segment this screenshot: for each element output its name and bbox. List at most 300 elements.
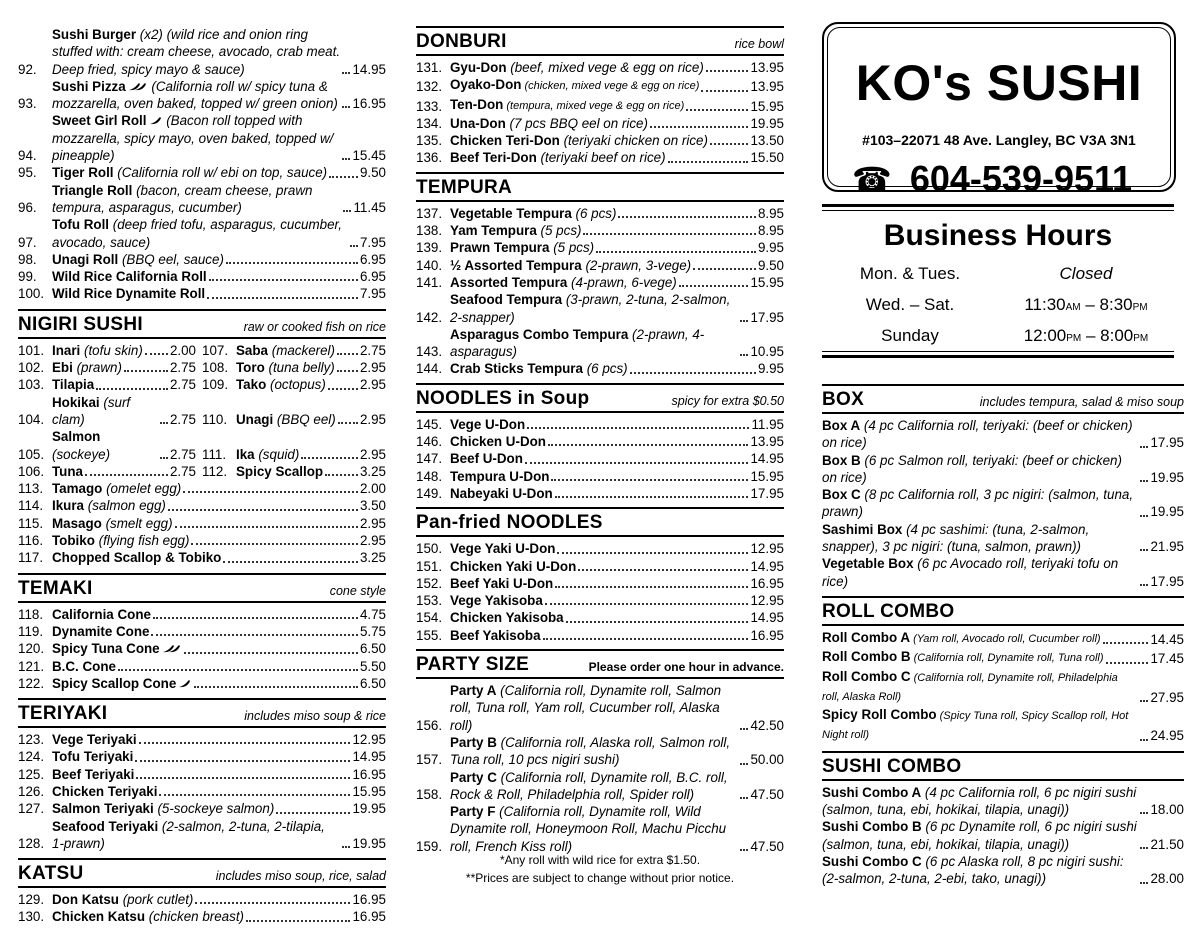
item-name: Beef Yaki U-Don	[450, 575, 554, 591]
item-price: 28.00	[1150, 871, 1184, 887]
item-description: (tuna belly)	[264, 360, 335, 376]
item-name: Sushi Combo A	[822, 784, 922, 800]
dot-leader	[160, 416, 168, 424]
item-name: Chicken Katsu	[52, 909, 146, 925]
item-price: 16.95	[352, 96, 386, 112]
hours-day: Mon. & Tues.	[859, 264, 961, 283]
dot-leader	[207, 291, 358, 299]
item-name: California Cone	[52, 606, 151, 622]
item-number: 129.	[18, 892, 45, 908]
menu-item	[18, 359, 202, 376]
menu-item	[18, 532, 386, 549]
hours-day: Wed. – Sat.	[865, 295, 955, 314]
section-header-panfried	[416, 507, 784, 537]
item-price: 10.95	[750, 344, 784, 360]
section-note: spicy for extra $0.50	[671, 393, 784, 408]
item-name: B.C. Cone	[52, 658, 116, 674]
menu-item	[18, 112, 386, 164]
item-number: 158.	[416, 786, 443, 802]
hours-time: 12:00PM – 8:00PM	[1023, 326, 1149, 345]
dot-leader	[194, 680, 358, 688]
dot-leader	[1140, 543, 1148, 551]
item-name: Unagi	[236, 411, 274, 427]
menu-item	[416, 450, 784, 467]
menu-item	[416, 558, 784, 575]
item-name: Sushi Pizza	[52, 78, 126, 94]
item-name: Sushi Burger	[52, 27, 137, 42]
dot-leader	[337, 347, 358, 355]
item-number: 94.	[18, 148, 37, 164]
menu-item	[416, 59, 784, 76]
item-name: Roll Combo B	[822, 649, 911, 665]
item-name: Tiger Roll	[52, 165, 114, 181]
item-name: Roll Combo A	[822, 629, 911, 645]
menu-item	[416, 239, 784, 256]
item-name: Tofu Roll	[52, 217, 110, 233]
item-description: (chicken, mixed vege & egg on rice)	[521, 80, 700, 93]
menu-item	[18, 675, 386, 692]
menu-item	[202, 463, 386, 480]
item-price: 15.95	[750, 274, 784, 290]
item-name: Saba	[236, 342, 269, 358]
menu-item	[202, 446, 386, 463]
menu-item	[18, 783, 386, 800]
item-number: 136.	[416, 150, 443, 166]
menu-item	[416, 540, 784, 557]
item-number: 130.	[18, 909, 45, 925]
item-name: Asparagus Combo Tempura	[450, 326, 629, 342]
dot-leader	[545, 597, 749, 605]
item-name: Tobiko	[52, 533, 95, 549]
menu-item	[202, 359, 386, 376]
item-description: (smelt egg)	[101, 515, 173, 531]
menu-item	[416, 609, 784, 626]
item-price: 2.95	[359, 360, 386, 376]
item-price: 18.00	[1150, 802, 1184, 818]
item-price: 15.95	[750, 98, 784, 114]
item-number: 121.	[18, 658, 45, 674]
dot-leader	[124, 364, 168, 372]
item-price: 16.95	[750, 575, 784, 591]
item-price: 14.95	[352, 749, 386, 765]
menu-item	[18, 182, 386, 217]
menu-item	[822, 784, 1184, 819]
item-number: 151.	[416, 558, 443, 574]
dot-leader	[342, 100, 350, 108]
item-number: 137.	[416, 205, 443, 221]
item-number: 134.	[416, 115, 443, 131]
item-name: Vegetable Tempura	[450, 205, 572, 221]
item-price: 4.75	[359, 606, 386, 622]
menu-item	[822, 486, 1184, 521]
item-name: Tilapia	[52, 377, 95, 393]
item-number: 125.	[18, 766, 45, 782]
item-name: Box C	[822, 487, 861, 503]
item-name: Seafood Teriyaki	[52, 818, 159, 834]
item-number: 102.	[18, 360, 45, 376]
item-number: 131.	[416, 60, 443, 75]
item-number: 114.	[18, 498, 44, 514]
item-price: 19.95	[352, 835, 386, 851]
menu-item	[18, 623, 386, 640]
hot-pepper-icon	[128, 82, 146, 91]
item-number: 144.	[416, 361, 443, 377]
item-number: 113.	[18, 481, 44, 497]
item-name: Salmon	[52, 429, 101, 445]
menu-item	[18, 731, 386, 748]
dot-leader	[740, 348, 748, 356]
item-description: (Spicy Tuna roll, Spicy Scallop roll, Hot Night roll)	[822, 710, 1129, 742]
dot-leader	[578, 563, 748, 571]
section-header-donburi	[416, 26, 784, 56]
section-title: NOODLES in Soup	[416, 387, 590, 409]
menu-item	[18, 497, 386, 514]
menu-item	[822, 853, 1184, 888]
item-number: 149.	[416, 485, 443, 501]
item-description: (flying fish egg)	[94, 533, 190, 549]
item-number: 132.	[416, 79, 443, 95]
item-price: 9.50	[757, 257, 784, 273]
hours-closed: Closed	[1059, 264, 1113, 283]
item-price: 2.95	[359, 377, 386, 393]
item-name: Spicy Roll Combo	[822, 707, 937, 723]
item-name: Inari	[52, 342, 81, 358]
item-description: (sockeye)	[52, 446, 111, 462]
item-name: Tofu Teriyaki	[52, 749, 134, 765]
dot-leader	[1103, 636, 1149, 644]
item-price: 17.95	[750, 485, 784, 501]
dot-leader	[160, 451, 168, 459]
menu-item	[822, 818, 1184, 853]
item-price: 2.75	[169, 360, 196, 376]
dot-leader	[1140, 806, 1148, 814]
item-price: 21.95	[1150, 539, 1184, 555]
menu-item	[18, 748, 386, 765]
hours-row	[822, 326, 1174, 346]
nigiri-pair-row	[18, 463, 386, 480]
item-description: (chicken breast)	[145, 909, 244, 925]
item-price: 12.95	[750, 593, 784, 609]
item-description: (x2) (wild rice and onion ring stuffed with: cream cheese, avocado, crab meat. Deep fried, spicy mayo & sauce)	[52, 27, 341, 77]
nigiri-pair-row	[18, 428, 386, 463]
menu-item	[416, 257, 784, 274]
dot-leader	[583, 227, 755, 235]
item-price: 16.95	[750, 627, 784, 643]
dot-leader	[740, 314, 748, 322]
item-name: Roll Combo C	[822, 668, 911, 684]
item-price: 15.45	[352, 148, 386, 164]
item-price: 14.95	[750, 558, 784, 574]
dot-leader	[135, 754, 350, 762]
item-name: Beef Yakisoba	[450, 627, 541, 643]
dot-leader	[555, 580, 748, 588]
item-price: 2.75	[169, 377, 196, 393]
item-number: 92.	[18, 61, 37, 77]
dot-leader	[226, 256, 358, 264]
item-description: (tofu skin)	[80, 342, 143, 358]
menu-item	[18, 640, 386, 657]
item-price: 21.50	[1150, 836, 1184, 852]
item-name: Sashimi Box	[822, 521, 903, 537]
item-description: (7 pcs BBQ eel on rice)	[505, 115, 648, 131]
item-price: 2.95	[359, 515, 386, 531]
menu-item	[18, 78, 386, 113]
item-number: 135.	[416, 133, 443, 149]
menu-item	[822, 706, 1184, 745]
menu-item	[18, 908, 386, 925]
item-name: Salmon Teriyaki	[52, 801, 154, 817]
menu-item	[18, 606, 386, 623]
menu-item	[416, 205, 784, 222]
item-price: 17.45	[1150, 651, 1184, 667]
item-name: Vegetable Box	[822, 556, 914, 572]
dot-leader	[650, 120, 749, 128]
item-price: 3.50	[359, 498, 386, 514]
item-description: (California roll, Alaska roll, Salmon roll, Tuna roll, 10 pcs nigiri sushi)	[450, 734, 731, 768]
menu-item	[416, 734, 784, 769]
section-title: TERIYAKI	[18, 703, 108, 725]
item-price: 13.95	[750, 60, 784, 75]
section-title: TEMPURA	[416, 176, 513, 198]
item-number: 120.	[18, 641, 45, 657]
item-name: Chopped Scallop & Tobiko	[52, 550, 222, 566]
menu-item	[18, 268, 386, 285]
phone-icon: ☎	[852, 161, 892, 197]
item-name: Don Katsu	[52, 892, 119, 908]
menu-column-middle	[416, 26, 784, 855]
item-name: Tuna	[52, 463, 83, 479]
item-number: 157.	[416, 752, 443, 768]
item-number: 148.	[416, 468, 443, 484]
dot-leader	[342, 66, 350, 74]
item-description: (California roll, Dynamite roll, Philadelphia roll, Alaska Roll)	[822, 671, 1118, 703]
dot-leader	[548, 438, 749, 446]
item-name: Box B	[822, 452, 861, 468]
hot-pepper-icon	[162, 644, 180, 653]
item-name: Tamago	[52, 481, 103, 497]
item-name: Party F	[450, 804, 496, 820]
item-number: 122.	[18, 675, 45, 691]
item-price: 50.00	[750, 752, 784, 768]
item-number: 152.	[416, 575, 443, 591]
dot-leader	[183, 485, 358, 493]
item-price: 15.95	[352, 783, 386, 799]
dot-leader	[168, 503, 358, 511]
dot-leader	[527, 421, 749, 429]
section-title: PARTY SIZE	[416, 654, 530, 676]
item-price: 13.95	[750, 79, 784, 95]
menu-item	[18, 463, 202, 480]
menu-item	[416, 149, 784, 166]
item-price: 17.95	[1150, 573, 1184, 589]
item-description: (BBQ eel)	[273, 411, 336, 427]
mild-pepper-icon	[149, 116, 161, 125]
item-name: Beef Teriyaki	[52, 766, 135, 782]
item-number: 123.	[18, 732, 45, 748]
item-number: 156.	[416, 717, 443, 733]
item-number: 126.	[18, 783, 45, 799]
item-description: (beef, mixed vege & egg on rice)	[506, 60, 704, 75]
item-name: ½ Assorted Tempura	[450, 257, 582, 273]
dot-leader	[151, 628, 357, 636]
menu-item	[18, 216, 386, 251]
item-number: 95.	[18, 165, 37, 181]
footnote-wild-rice: *Any roll with wild rice for extra $1.50.	[499, 853, 701, 867]
menu-item	[416, 682, 784, 734]
section-title: Pan-fried NOODLES	[416, 512, 603, 534]
menu-item	[18, 818, 386, 853]
item-price: 5.50	[359, 658, 386, 674]
item-name: Unagi Roll	[52, 251, 119, 267]
item-description: (mackerel)	[268, 342, 335, 358]
item-number: 96.	[18, 199, 37, 215]
item-price: 2.75	[169, 411, 196, 427]
menu-item	[18, 394, 202, 429]
section-header-box	[822, 384, 1184, 414]
dot-leader	[1106, 656, 1149, 664]
menu-item	[416, 769, 784, 804]
item-description: (bacon, cream cheese, prawn tempura, asparagus, cucumber)	[52, 182, 313, 215]
item-number: 128.	[18, 835, 45, 851]
item-name: Wild Rice California Roll	[52, 269, 207, 285]
menu-item	[18, 658, 386, 675]
section-header-nigiri	[18, 309, 386, 339]
item-name: Assorted Tempura	[450, 274, 568, 290]
item-name: Chicken Yaki U-Don	[450, 558, 577, 574]
item-description: (California roll w/ ebi on top, sauce)	[113, 165, 328, 181]
item-price: 9.50	[359, 165, 386, 181]
item-number: 159.	[416, 838, 443, 854]
dot-leader	[329, 170, 358, 178]
menu-item	[18, 376, 202, 393]
item-description: (6 pc Salmon roll, teriyaki: (beef or chicken) on rice)	[822, 452, 1122, 485]
item-price: 7.95	[359, 286, 386, 302]
item-number: 117.	[18, 550, 44, 566]
section-header-roll-combo	[822, 596, 1184, 626]
dot-leader	[191, 537, 358, 545]
item-number: 141.	[416, 274, 443, 290]
item-price: 2.00	[359, 481, 386, 497]
dot-leader	[740, 843, 748, 851]
section-note: rice bowl	[734, 37, 784, 51]
item-name: Sweet Girl Roll	[52, 113, 147, 129]
dot-leader	[136, 771, 350, 779]
dot-leader	[337, 364, 358, 372]
menu-item	[18, 428, 202, 463]
menu-item	[416, 222, 784, 239]
item-description: (4-prawn, 6-vege)	[567, 274, 677, 290]
dot-leader	[223, 555, 358, 563]
item-price: 19.95	[1150, 469, 1184, 485]
item-number: 115.	[18, 515, 44, 531]
item-price: 9.95	[757, 361, 784, 377]
dot-leader	[551, 473, 748, 481]
dot-leader	[175, 520, 358, 528]
item-description: (pork cutlet)	[118, 892, 194, 908]
item-price: 14.45	[1150, 631, 1184, 647]
section-title: KATSU	[18, 863, 84, 885]
dot-leader	[706, 64, 749, 72]
menu-item	[416, 115, 784, 132]
dot-leader	[159, 788, 350, 796]
phone-number[interactable]	[852, 158, 1132, 200]
item-number: 97.	[18, 234, 37, 250]
dot-leader	[596, 245, 756, 253]
item-name: Vege Yaki U-Don	[450, 541, 556, 557]
dot-leader	[246, 914, 350, 922]
item-number: 153.	[416, 593, 443, 609]
dot-leader	[139, 736, 351, 744]
item-price: 15.50	[750, 150, 784, 166]
item-number: 133.	[416, 98, 443, 114]
dot-leader	[668, 155, 749, 163]
dot-leader	[1140, 474, 1148, 482]
menu-item	[18, 251, 386, 268]
item-description: (Bacon roll topped with mozzarella, spicy mayo, oven baked, topped w/ pineapple)	[52, 113, 334, 164]
menu-item	[822, 555, 1184, 590]
item-name: Nabeyaki U-Don	[450, 485, 553, 501]
restaurant-address: #103–22071 48 Ave. Langley, BC V3A 3N1	[862, 132, 1136, 148]
item-price: 15.95	[750, 468, 784, 484]
item-name: Oyako-Don	[450, 77, 522, 93]
section-note: includes miso soup, rice, salad	[215, 869, 386, 884]
menu-item	[416, 360, 784, 377]
dot-leader	[145, 347, 168, 355]
item-name: Tempura U-Don	[450, 468, 550, 484]
menu-item	[18, 342, 202, 359]
item-description: (3-prawn, 2-tuna, 2-salmon, 2-snapper)	[450, 292, 731, 325]
item-description: (California roll, Dynamite roll, Tuna roll)	[910, 652, 1104, 665]
item-number: 154.	[416, 610, 443, 626]
dot-leader	[543, 632, 749, 640]
item-number: 146.	[416, 434, 443, 450]
dot-leader	[1140, 694, 1148, 702]
item-number: 142.	[416, 309, 443, 325]
item-price: 5.75	[359, 623, 386, 639]
item-price: 14.95	[750, 451, 784, 467]
section-header-sushi-combo	[822, 751, 1184, 781]
dot-leader	[525, 456, 749, 464]
dot-leader	[679, 279, 749, 287]
item-price: 2.75	[169, 446, 196, 462]
item-number: 119.	[18, 623, 44, 639]
item-description: (4 pc California roll, 6 pc nigiri sushi (salmon, tuna, ebi, hokikai, tilapia, unagi))	[822, 784, 1137, 818]
restaurant-header-box	[822, 22, 1176, 199]
item-number: 101.	[18, 342, 45, 358]
item-price: 2.75	[359, 342, 386, 358]
business-hours	[822, 204, 1174, 358]
item-number: 116.	[18, 533, 44, 549]
dot-leader	[701, 84, 748, 92]
item-description: (BBQ eel, sauce)	[118, 251, 224, 267]
menu-item	[18, 515, 386, 532]
menu-item	[416, 803, 784, 855]
section-note: cone style	[329, 583, 386, 598]
menu-item	[18, 285, 386, 302]
item-price: 6.95	[359, 269, 386, 285]
item-description: (octopus)	[266, 377, 326, 393]
menu-item	[416, 592, 784, 609]
item-description: (prawn)	[72, 360, 122, 376]
item-price: 16.95	[352, 892, 386, 908]
section-title: TEMAKI	[18, 577, 93, 599]
nigiri-pair-row	[18, 359, 386, 376]
menu-item	[416, 416, 784, 433]
item-price: 17.95	[1150, 435, 1184, 451]
dot-leader	[350, 239, 358, 247]
dot-leader	[1140, 841, 1148, 849]
section-title: NIGIRI SUSHI	[18, 313, 144, 335]
